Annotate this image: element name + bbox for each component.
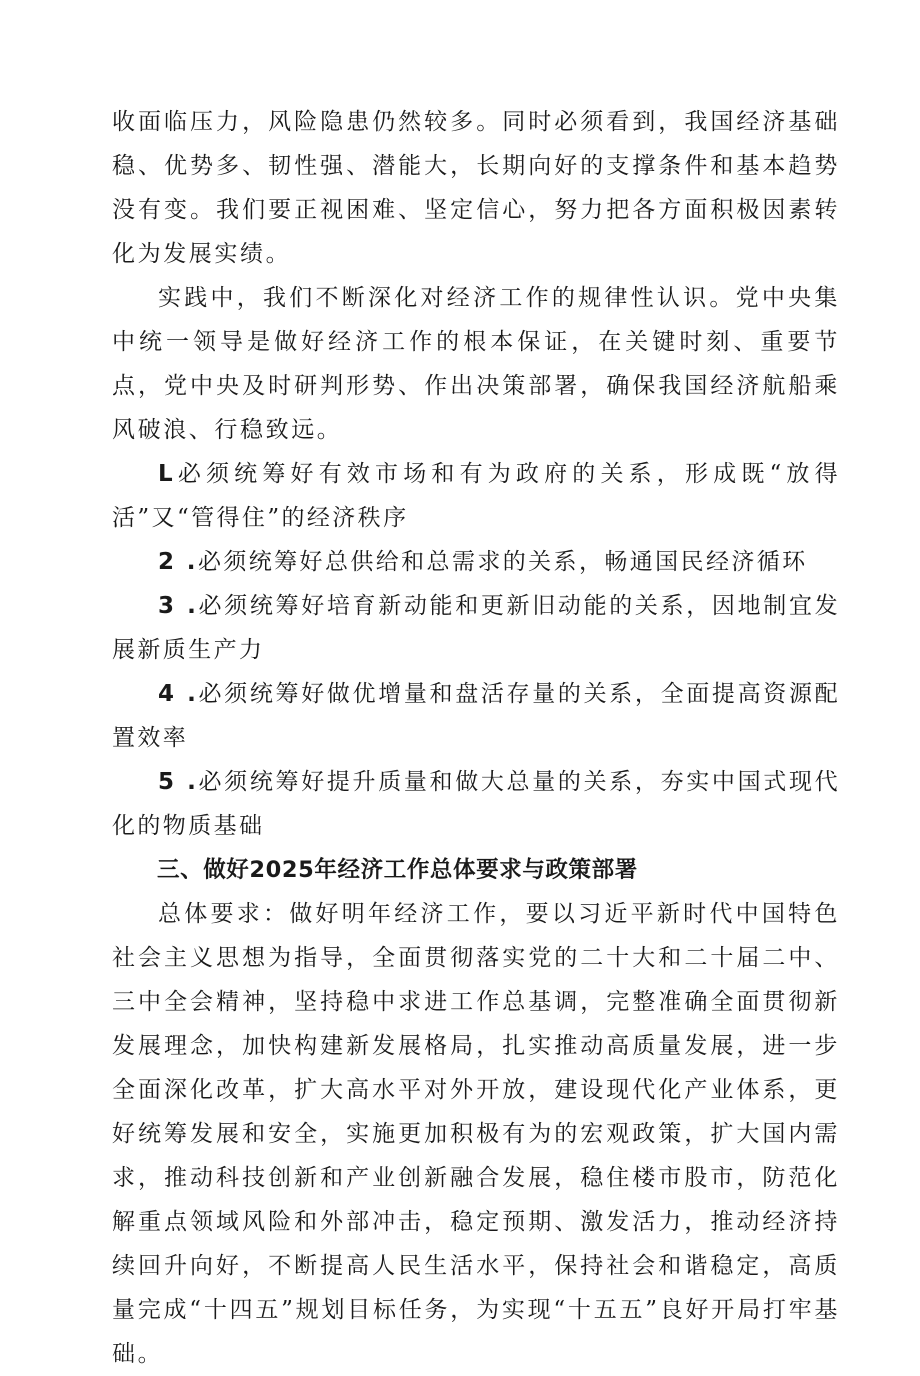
list-item-1 <box>112 452 840 540</box>
list-item-2 <box>112 540 840 584</box>
paragraph-continued: 收面临压力，风险隐患仍然较多。同时必须看到，我国经济基础稳、优势多、韧性强、潜能大，长期向好的支撑条件和基本趋势没有变。我们要正视困难、坚定信心，努力把各方面积极因素转化为发展实绩。 <box>112 109 840 267</box>
list-item-number: 5 . <box>158 769 199 795</box>
paragraph-general-requirements: 总体要求：做好明年经济工作，要以习近平新时代中国特色社会主义思想为指导，全面贯彻落实党的二十大和二十届二中、三中全会精神，坚持稳中求进工作总基调，完整准确全面贯彻新发展理念，加快构建新发展格局，扎实推动高质量发展，进一步全面深化改革，扩大高水平对外开放，建设现代化产业体系，更好统筹发展和安全，实施更加积极有为的宏观政策，扩大国内需求，推动科技创新和产业创新融合发展，稳住楼市股市，防范化解重点领域风险和外部冲击，稳定预期、激发活力，推动经济持续回升向好，不断提高人民生活水平，保持社会和谐稳定，高质量完成“十四五”规划目标任务，为实现“十五五”良好开局打牢基础。 <box>112 901 840 1367</box>
list-item-number: L <box>158 461 176 487</box>
list-item-text: 必须统筹好有效市场和有为政府的关系，形成既“放得活”又“管得住”的经济秩序 <box>112 461 840 531</box>
list-item-number: 4 . <box>158 681 199 707</box>
paragraph-practice: 实践中，我们不断深化对经济工作的规律性认识。党中央集中统一领导是做好经济工作的根本保证，在关键时刻、重要节点，党中央及时研判形势、作出决策部署，确保我国经济航船乘风破浪、行稳致远。 <box>112 285 840 443</box>
list-item-text: 必须统筹好培育新动能和更新旧动能的关系，因地制宜发展新质生产力 <box>112 593 841 663</box>
list-item-number: 3 . <box>158 593 199 619</box>
section-heading: 三、做好2025年经济工作总体要求与政策部署 <box>157 857 638 883</box>
list-item-3 <box>112 584 840 672</box>
list-item-4 <box>112 672 840 760</box>
list-item-text: 必须统筹好做优增量和盘活存量的关系，全面提高资源配置效率 <box>112 681 841 751</box>
list-item-number: 2 . <box>158 549 198 575</box>
document-body <box>112 100 840 1376</box>
list-item-text: 必须统筹好提升质量和做大总量的关系，夯实中国式现代化的物质基础 <box>112 769 841 839</box>
list-item-5 <box>112 760 840 848</box>
list-item-text: 必须统筹好总供给和总需求的关系，畅通国民经济循环 <box>197 549 808 575</box>
